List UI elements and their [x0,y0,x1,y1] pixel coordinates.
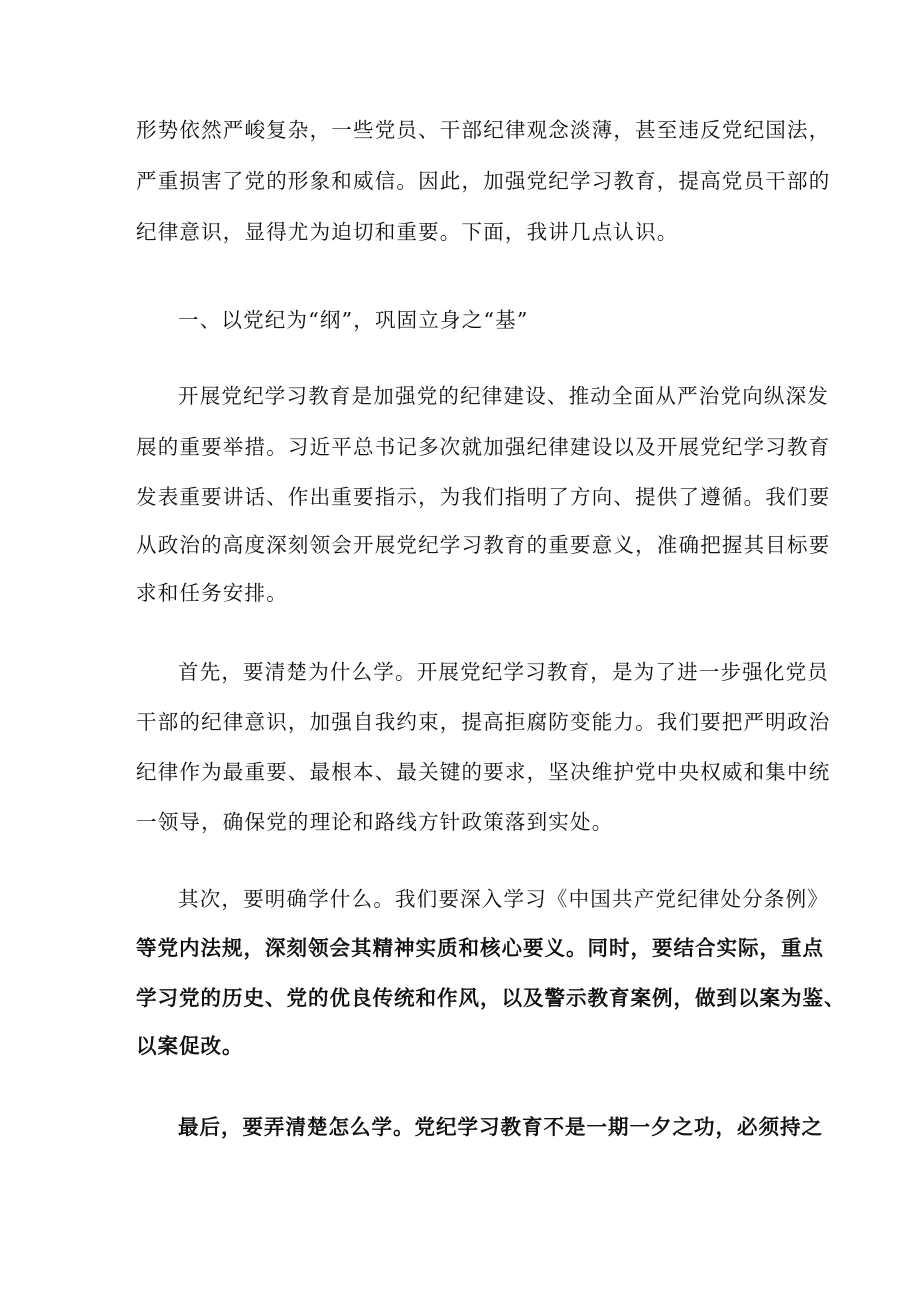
text-line: 形势依然严峻复杂，一些党员、干部纪律观念淡薄，甚至违反党纪国法， [136,118,831,142]
text-line-bold: 学习党的历史、党的优良传统和作风，以及警示教育案例，做到以案为鉴、 [136,986,846,1010]
text-line: 展的重要举措。习近平总书记多次就加强纪律建设以及开展党纪学习教育 [136,435,831,459]
text-line: 纪律意识，显得尤为迫切和重要。下面，我讲几点认识。 [136,220,679,244]
text-line: 严重损害了党的形象和威信。因此，加强党纪学习教育，提高党员干部的 [136,169,831,193]
text-line-bold: 以案促改。 [136,1034,244,1058]
text-line: 纪律作为最重要、最根本、最关键的要求，坚决维护党中央权威和集中统 [136,760,831,784]
text-line: 求和任务安排。 [136,581,288,605]
text-line-bold: 最后，要弄清楚怎么学。党纪学习教育不是一期一夕之功，必须持之 [178,1115,823,1139]
text-line: 从政治的高度深刻领会开展党纪学习教育的重要意义，准确把握其目标要 [136,533,831,557]
text-line: 首先，要清楚为什么学。开展党纪学习教育，是为了进一步强化党员 [178,660,829,684]
text-line: 其次，要明确学什么。我们要深入学习《中国共产党纪律处分条例》 [178,887,829,911]
section-heading: 一、以党纪为“纲”，巩固立身之“基” [178,308,529,332]
text-line: 干部的纪律意识，加强自我约束，提高拒腐防变能力。我们要把严明政治 [136,710,831,734]
text-line: 发表重要讲话、作出重要指示，为我们指明了方向、提供了遵循。我们要 [136,485,831,509]
text-line-bold: 等党内法规，深刻领会其精神实质和核心要义。同时，要结合实际，重点 [136,936,824,960]
text-line: 开展党纪学习教育是加强党的纪律建设、推动全面从严治党向纵深发 [178,384,829,408]
text-line: 一领导，确保党的理论和路线方针政策落到实处。 [136,810,614,834]
